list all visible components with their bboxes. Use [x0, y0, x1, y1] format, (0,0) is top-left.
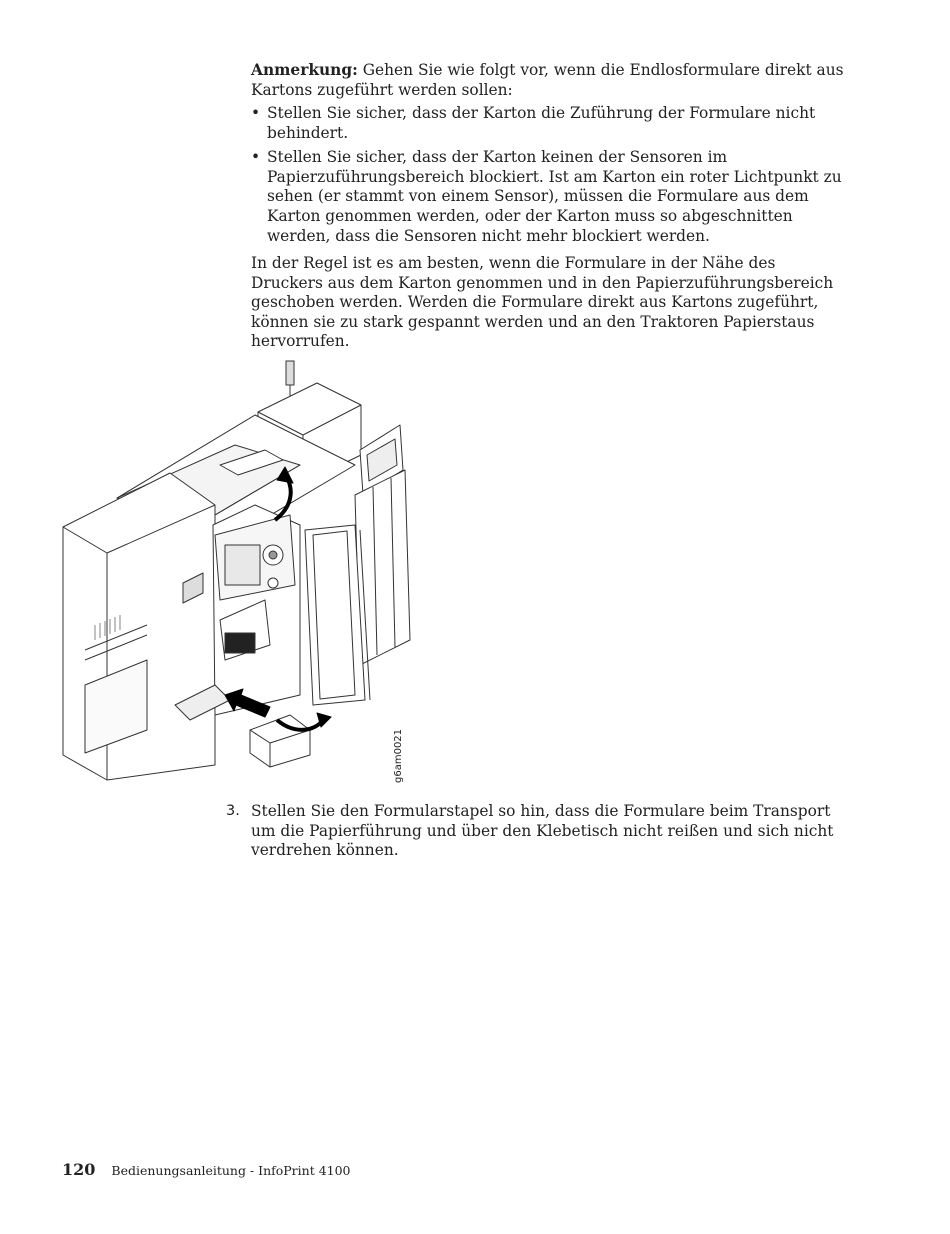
page-footer — [62, 1160, 351, 1179]
bullet-icon: • — [251, 104, 261, 122]
body-paragraph: In der Regel ist es am besten, wenn die Formulare in der Nähe des Druckers aus dem Karton genommen und in den Papierzuführungsbereich geschoben werden. Werden die Formulare direkt aus Kartons zugeführt, können sie zu stark gespannt werden und an den Traktoren Papierstaus hervorrufen. — [251, 254, 834, 351]
bullet-text: Stellen Sie sicher, dass der Karton die Zuführung der Formulare nicht behindert. — [267, 104, 816, 142]
bullet-text: Stellen Sie sicher, dass der Karton keinen der Sensoren im Papierzuführungsbereich blockiert. Ist am Karton ein roter Lichtpunkt zu sehen (er stammt von einem Sensor), müssen die Formulare aus dem Karton genommen werden, oder der Karton muss so abgeschnitten werden, dass die Sensoren nicht mehr blockiert werden. — [267, 148, 842, 245]
step-number: 3. — [226, 803, 240, 819]
note-paragraph — [251, 61, 851, 100]
bullet-list — [251, 104, 851, 251]
step-text: Stellen Sie den Formularstapel so hin, dass die Formulare beim Transport um die Papierführung und über den Klebetisch nicht reißen und sich nicht verdrehen können. — [251, 802, 834, 860]
note-label: Anmerkung: — [251, 61, 358, 79]
printer-illustration — [55, 355, 435, 785]
list-item — [251, 104, 851, 143]
printer-drawing — [55, 355, 435, 785]
footer-title: Bedienungsanleitung - InfoPrint 4100 — [111, 1163, 351, 1178]
figure-id-label: g6am0021 — [393, 728, 404, 783]
step-item — [226, 802, 846, 861]
note-text: Gehen Sie wie folgt vor, wenn die Endlosformulare direkt aus Kartons zugeführt werden sollen: — [251, 61, 844, 99]
bullet-icon: • — [251, 148, 261, 167]
list-item — [251, 148, 851, 246]
page-number: 120 — [62, 1160, 96, 1179]
